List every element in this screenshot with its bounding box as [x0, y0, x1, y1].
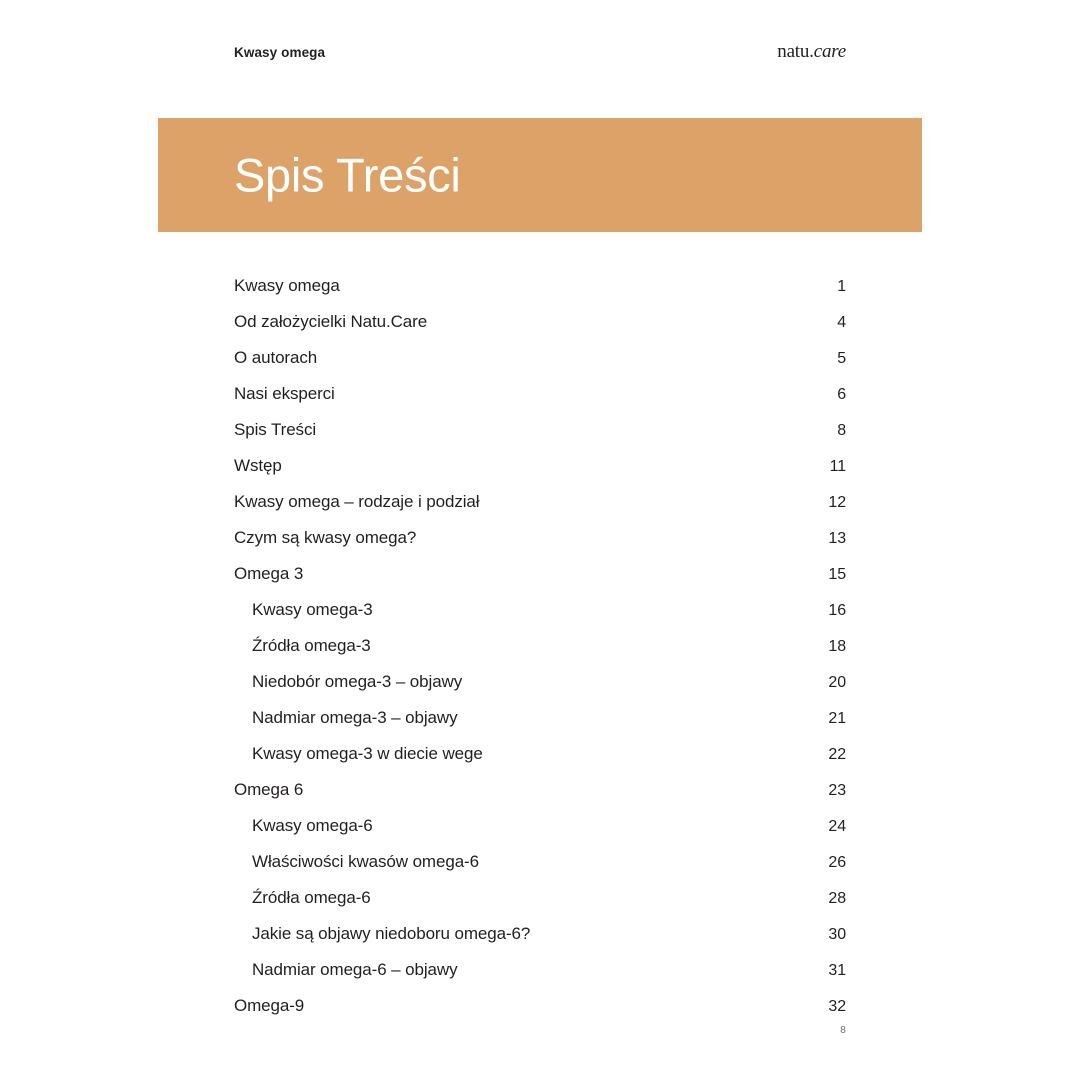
- toc-entry-label: Wstęp: [234, 456, 282, 475]
- natu-care-logo: [777, 41, 846, 63]
- toc-entry-label: Kwasy omega-3 w diecie wege: [252, 744, 483, 763]
- toc-entry-label: Niedobór omega-3 – objawy: [252, 672, 463, 691]
- toc-entry[interactable]: [234, 484, 846, 520]
- toc-entry-page-number: 23: [828, 782, 846, 799]
- toc-entry[interactable]: [234, 520, 846, 556]
- toc-entry-page-number: 1: [837, 278, 846, 295]
- section-banner: [158, 118, 922, 232]
- toc-entry[interactable]: [234, 880, 846, 916]
- toc-entry[interactable]: [234, 340, 846, 376]
- toc-entry[interactable]: [234, 700, 846, 736]
- toc-entry-page-number: 12: [828, 494, 846, 511]
- toc-entry[interactable]: [234, 844, 846, 880]
- running-header-title: Kwasy omega: [234, 44, 326, 60]
- toc-entry-label: Omega 3: [234, 564, 304, 583]
- toc-entry[interactable]: [234, 664, 846, 700]
- toc-entry-page-number: 4: [837, 314, 846, 331]
- toc-entry-label: Spis Treści: [234, 420, 317, 439]
- toc-entry-page-number: 16: [828, 602, 846, 619]
- toc-entry-page-number: 5: [837, 350, 846, 367]
- toc-entry-label: Nasi eksperci: [234, 384, 335, 403]
- toc-entry-page-number: 11: [829, 458, 846, 475]
- toc-entry[interactable]: [234, 376, 846, 412]
- toc-entry-page-number: 20: [828, 674, 846, 691]
- toc-entry-label: Kwasy omega-3: [252, 600, 373, 619]
- toc-entry[interactable]: [234, 988, 846, 1024]
- toc-entry[interactable]: [234, 628, 846, 664]
- toc-entry-page-number: 31: [828, 962, 846, 979]
- toc-entry-label: Nadmiar omega-6 – objawy: [252, 960, 458, 979]
- toc-entry-label: Omega 6: [234, 780, 304, 799]
- toc-entry-page-number: 28: [828, 890, 846, 907]
- toc-entry[interactable]: [234, 448, 846, 484]
- toc-entry-label: Czym są kwasy omega?: [234, 528, 417, 547]
- toc-entry-label: Omega-9: [234, 996, 305, 1015]
- table-of-contents: [234, 268, 846, 1024]
- toc-entry-page-number: 6: [837, 386, 846, 403]
- toc-entry-label: O autorach: [234, 348, 318, 367]
- toc-entry[interactable]: [234, 916, 846, 952]
- toc-entry-page-number: 30: [828, 926, 846, 943]
- logo-accent-text: care: [813, 41, 846, 62]
- toc-entry-label: Nadmiar omega-3 – objawy: [252, 708, 458, 727]
- toc-entry[interactable]: [234, 412, 846, 448]
- toc-entry-label: Źródła omega-6: [252, 888, 371, 907]
- toc-entry-page-number: 15: [828, 566, 846, 583]
- toc-entry-label: Kwasy omega – rodzaje i podział: [234, 492, 480, 511]
- toc-entry[interactable]: [234, 304, 846, 340]
- folio-page-number: 8: [840, 1025, 846, 1036]
- toc-entry[interactable]: [234, 808, 846, 844]
- running-header: [234, 41, 846, 63]
- toc-entry-label: Właściwości kwasów omega-6: [252, 852, 479, 871]
- toc-entry-page-number: 22: [828, 746, 846, 763]
- toc-entry[interactable]: [234, 952, 846, 988]
- toc-entry[interactable]: [234, 268, 846, 304]
- toc-entry-page-number: 21: [828, 710, 846, 727]
- toc-entry[interactable]: [234, 736, 846, 772]
- toc-entry-page-number: 24: [828, 818, 846, 835]
- toc-entry-page-number: 8: [837, 422, 846, 439]
- toc-entry-page-number: 13: [828, 530, 846, 547]
- toc-entry[interactable]: [234, 556, 846, 592]
- page-title: Spis Treści: [234, 148, 461, 202]
- logo-main-text: natu.: [777, 41, 814, 62]
- toc-entry-label: Kwasy omega: [234, 276, 340, 295]
- toc-entry-page-number: 18: [828, 638, 846, 655]
- toc-entry-label: Kwasy omega-6: [252, 816, 373, 835]
- toc-entry-page-number: 26: [828, 854, 846, 871]
- toc-entry[interactable]: [234, 592, 846, 628]
- toc-entry[interactable]: [234, 772, 846, 808]
- toc-entry-label: Od założycielki Natu.Care: [234, 312, 428, 331]
- toc-entry-label: Jakie są objawy niedoboru omega-6?: [252, 924, 531, 943]
- toc-entry-label: Źródła omega-3: [252, 636, 371, 655]
- toc-entry-page-number: 32: [828, 998, 846, 1015]
